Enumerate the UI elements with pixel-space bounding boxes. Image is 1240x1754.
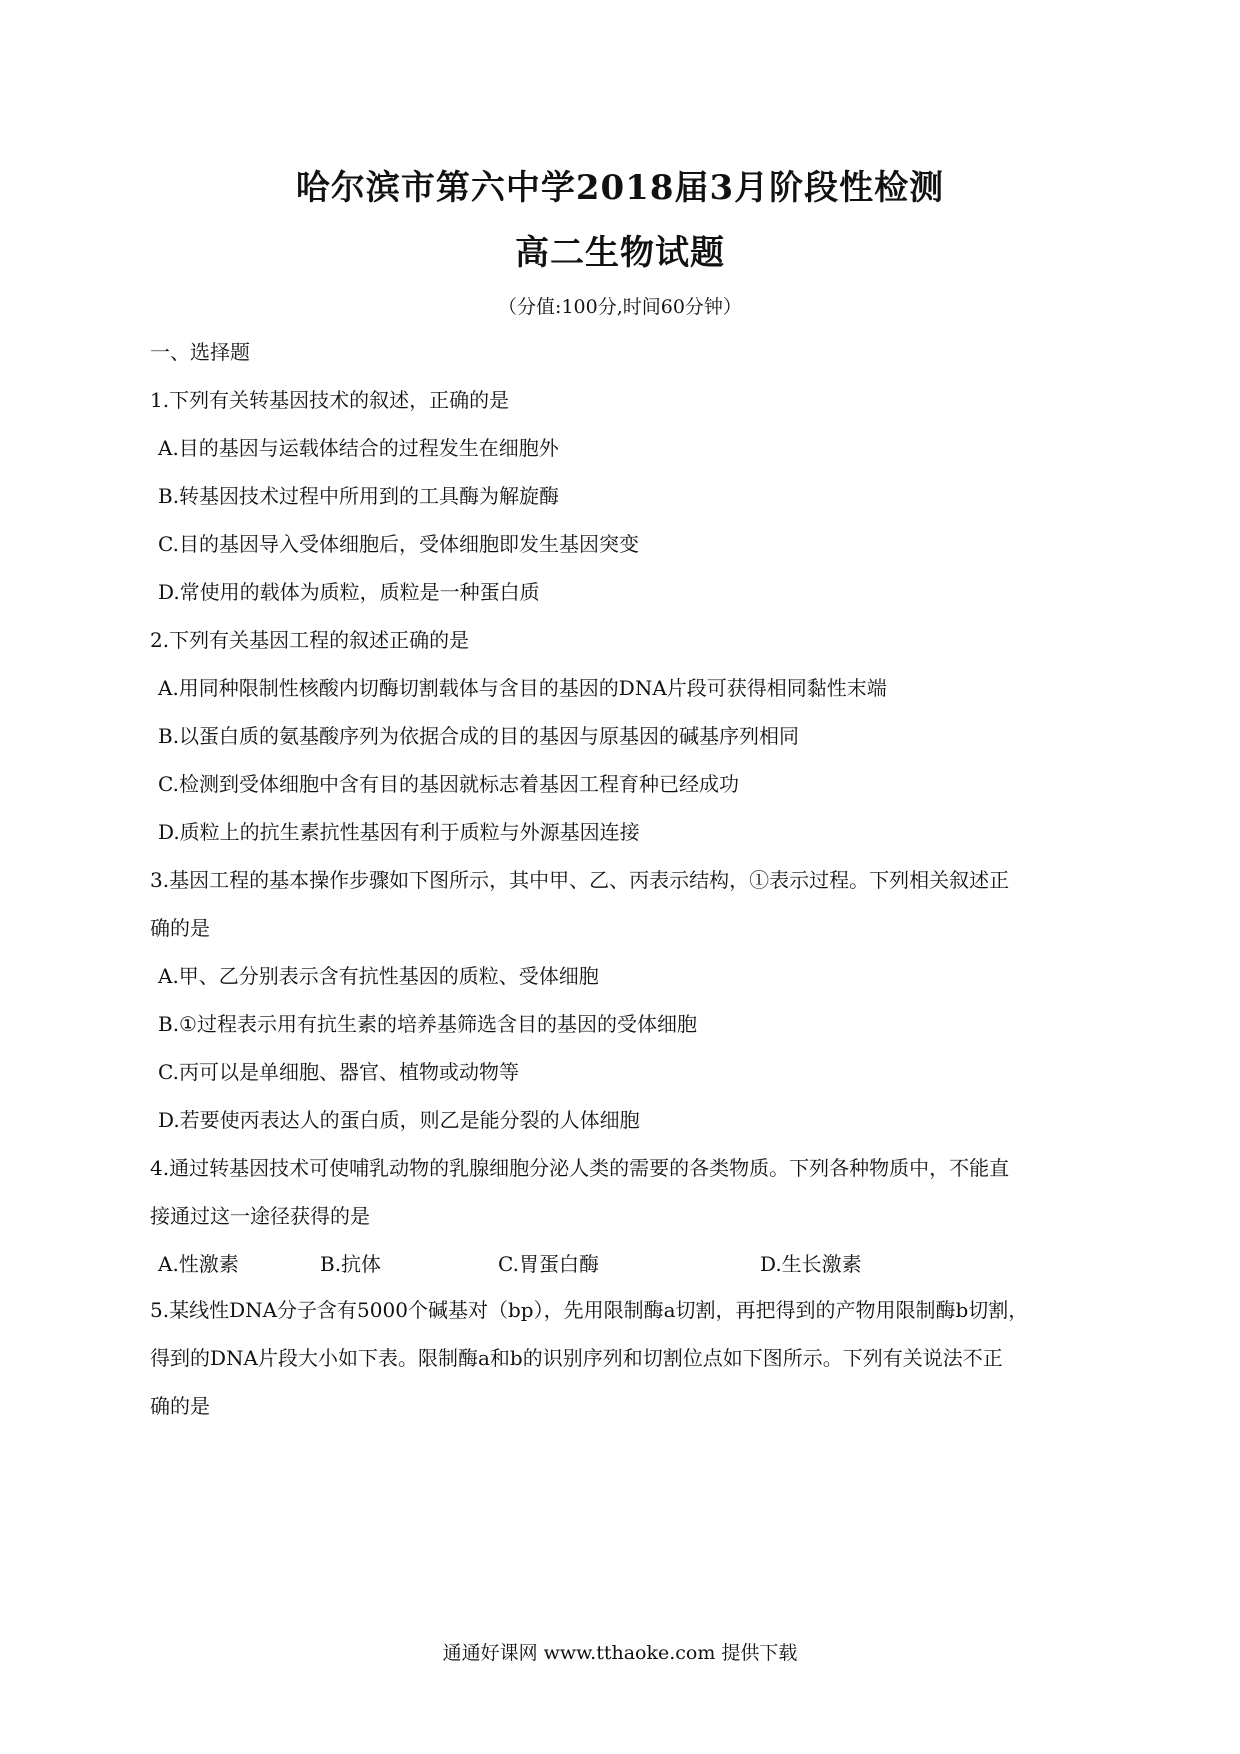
exam-subtitle: 高二生物试题 [515, 233, 725, 273]
exam-meta: （分值:100分,时间60分钟） [498, 296, 742, 318]
question-3-stem-line-2: 确的是 [150, 916, 210, 940]
question-4-stem-line-2: 接通过这一途径获得的是 [150, 1204, 370, 1228]
question-3-option-b: B.①过程表示用有抗生素的培养基筛选含目的基因的受体细胞 [158, 1012, 697, 1036]
question-5-stem-line-1: 5.某线性DNA分子含有5000个碱基对（bp），先用限制酶a切割，再把得到的产物用限制酶b切割， [150, 1298, 1029, 1322]
question-2-option-b: B.以蛋白质的氨基酸序列为依据合成的目的基因与原基因的碱基序列相同 [158, 724, 800, 748]
question-4-option-c: C.胃蛋白酶 [498, 1252, 599, 1276]
question-3-option-c: C.丙可以是单细胞、器官、植物或动物等 [158, 1060, 519, 1084]
question-3-option-a: A.甲、乙分别表示含有抗性基因的质粒、受体细胞 [158, 964, 599, 988]
question-2-option-d: D.质粒上的抗生素抗性基因有利于质粒与外源基因连接 [158, 820, 640, 844]
question-5-stem-line-3: 确的是 [150, 1394, 210, 1418]
question-3-stem-line-1: 3.基因工程的基本操作步骤如下图所示，其中甲、乙、丙表示结构，①表示过程。下列相关叙述正 [150, 868, 1010, 892]
exam-title: 哈尔滨市第六中学2018届3月阶段性检测 [295, 168, 945, 208]
question-1-option-c: C.目的基因导入受体细胞后，受体细胞即发生基因突变 [158, 532, 639, 556]
question-1-option-d: D.常使用的载体为质粒，质粒是一种蛋白质 [158, 580, 540, 604]
question-4-option-b: B.抗体 [320, 1252, 382, 1276]
question-4-option-a: A.性激素 [158, 1252, 239, 1276]
question-4-stem-line-1: 4.通过转基因技术可使哺乳动物的乳腺细胞分泌人类的需要的各类物质。下列各种物质中，不能直 [150, 1156, 1010, 1180]
question-2-option-c: C.检测到受体细胞中含有目的基因就标志着基因工程育种已经成功 [158, 772, 739, 796]
question-2-option-a: A.用同种限制性核酸内切酶切割载体与含目的基因的DNA片段可获得相同黏性末端 [158, 676, 887, 700]
question-3-option-d: D.若要使丙表达人的蛋白质，则乙是能分裂的人体细胞 [158, 1108, 640, 1132]
section-heading: 一、选择题 [150, 340, 250, 364]
question-1-stem: 1.下列有关转基因技术的叙述，正确的是 [150, 388, 510, 412]
page-footer: 通通好课网 www.tthaoke.com 提供下载 [442, 1642, 798, 1664]
question-5-stem-line-2: 得到的DNA片段大小如下表。限制酶a和b的识别序列和切割位点如下图所示。下列有关说法不正 [150, 1346, 1003, 1370]
question-1-option-a: A.目的基因与运载体结合的过程发生在细胞外 [158, 436, 559, 460]
question-1-option-b: B.转基因技术过程中所用到的工具酶为解旋酶 [158, 484, 560, 508]
question-2-stem: 2.下列有关基因工程的叙述正确的是 [150, 628, 470, 652]
question-4-option-d: D.生长激素 [760, 1252, 862, 1276]
